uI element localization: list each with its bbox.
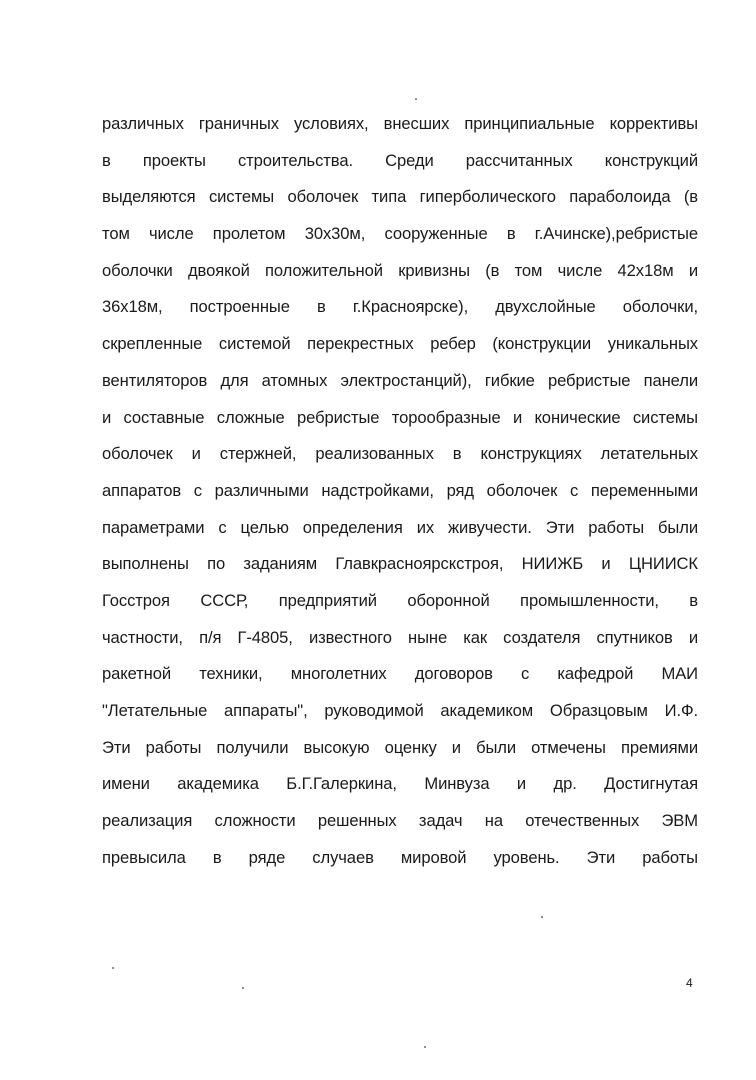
text-line: 36х18м, построенные в г.Красноярске), двухслойные оболочки, — [102, 297, 698, 317]
text-line: Госстроя СССР, предприятий оборонной промышленности, в — [102, 590, 698, 610]
page-number: 4 — [686, 976, 693, 990]
scan-speck — [541, 916, 543, 918]
scan-speck — [112, 967, 114, 969]
text-line: в проекты строительства. Среди рассчитанных конструкций — [102, 150, 698, 170]
scan-speck — [242, 987, 244, 989]
text-line: том числе пролетом 30х30м, сооруженные в г.Ачинске),ребристые — [102, 224, 698, 244]
text-line: реализация сложности решенных задач на отечественных ЭВМ — [102, 811, 698, 831]
text-line: скрепленные системой перекрестных ребер (конструкции уникальных — [102, 334, 698, 354]
scan-speck — [424, 1046, 426, 1048]
text-line: превысила в ряде случаев мировой уровень. Эти работы — [102, 847, 698, 867]
text-line: оболочек и стержней, реализованных в конструкциях летательных — [102, 444, 698, 464]
text-line: различных граничных условиях, внесших принципиальные коррективы — [102, 114, 698, 133]
text-line: параметрами с целью определения их живучести. Эти работы были — [102, 517, 698, 537]
text-line: выполнены по заданиям Главкрасноярскстроя, НИИЖБ и ЦНИИСК — [102, 554, 698, 574]
text-line: имени академика Б.Г.Галеркина, Минвуза и др. Достигнутая — [102, 774, 698, 794]
text-line: оболочки двоякой положительной кривизны (в том числе 42х18м и — [102, 260, 698, 280]
text-line: аппаратов с различными надстройками, ряд оболочек с переменными — [102, 480, 698, 500]
text-line: частности, п/я Г-4805, известного ныне как создателя спутников и — [102, 627, 698, 647]
body-text — [102, 106, 698, 876]
text-line: "Летательные аппараты", руководимой академиком Образцовым И.Ф. — [102, 701, 698, 720]
text-line: выделяются системы оболочек типа гиперболического параболоида (в — [102, 187, 698, 207]
text-line: вентиляторов для атомных электростанций), гибкие ребристые панели — [102, 370, 698, 390]
text-line: Эти работы получили высокую оценку и были отмечены премиями — [102, 737, 698, 757]
scan-speck — [415, 98, 417, 100]
text-line: ракетной техники, многолетних договоров с кафедрой МАИ — [102, 664, 698, 684]
text-line: и составные сложные ребристые торообразные и конические системы — [102, 407, 698, 427]
